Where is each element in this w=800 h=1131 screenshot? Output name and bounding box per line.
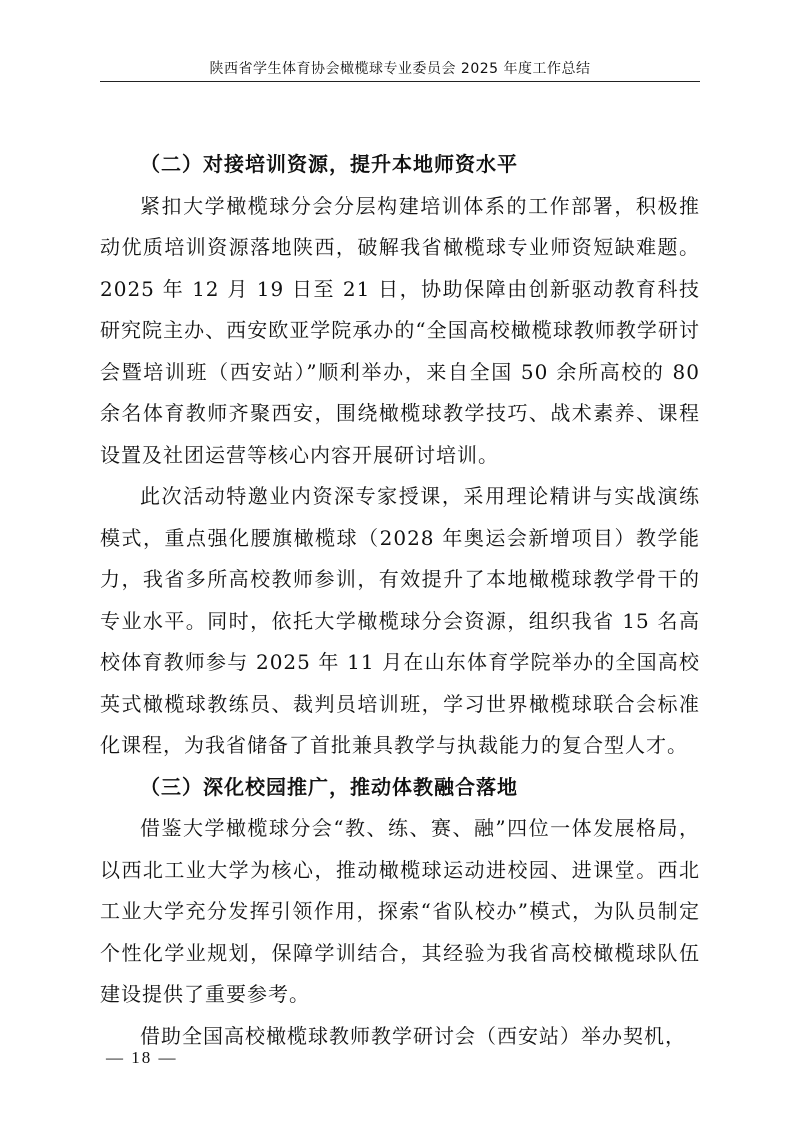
paragraph: 此次活动特邀业内资深专家授课，采用理论精讲与实战演练模式，重点强化腰旗橄榄球（2028 年奥运会新增项目）教学能力，我省多所高校教师参训，有效提升了本地橄榄球教学骨干的专业水平。同时，依托大学橄榄球分会资源，组织我省 15 名高校体育教师参与 2025 年 11 月在山东体育学院举办的全国高校英式橄榄球教练员、裁判员培训班，学习世界橄榄球联合会标准化课程，为我省储备了首批兼具教学与执裁能力的复合型人才。 [100, 484, 700, 757]
paragraph: 借鉴大学橄榄球分会“教、练、赛、融”四位一体发展格局，以西北工业大学为核心，推动橄榄球运动进校园、进课堂。西北工业大学充分发挥引领作用，探索“省队校办”模式，为队员制定个性化学业规划，保障学训结合，其经验为我省高校橄榄球队伍建设提供了重要参考。 [100, 816, 700, 1006]
header-divider [100, 81, 700, 82]
section-heading: （三）深化校园推广，推动体教融合落地 [140, 774, 518, 799]
paragraph: 紧扣大学橄榄球分会分层构建培训体系的工作部署，积极推动优质培训资源落地陕西，破解我省橄榄球专业师资短缺难题。2025 年 12 月 19 日至 21 日，协助保障由创新驱动教育科技研究院主办、西安欧亚学院承办的“全国高校橄榄球教师教学研讨会暨培训班（西安站）”顺利举办，来自全国 50 余所高校的 80 余名体育教师齐聚西安，围绕橄榄球教学技巧、战术素养、课程设置及社团运营等核心内容开展研讨培训。 [100, 193, 700, 467]
running-header: 陕西省学生体育协会橄榄球专业委员会 2025 年度工作总结 [209, 61, 591, 77]
paragraph: 借助全国高校橄榄球教师教学研讨会（西安站）举办契机， [140, 1023, 686, 1048]
section-heading: （二）对接培训资源，提升本地师资水平 [140, 152, 518, 176]
document-body [100, 144, 700, 1057]
page-number: — 18 — [106, 1048, 178, 1067]
